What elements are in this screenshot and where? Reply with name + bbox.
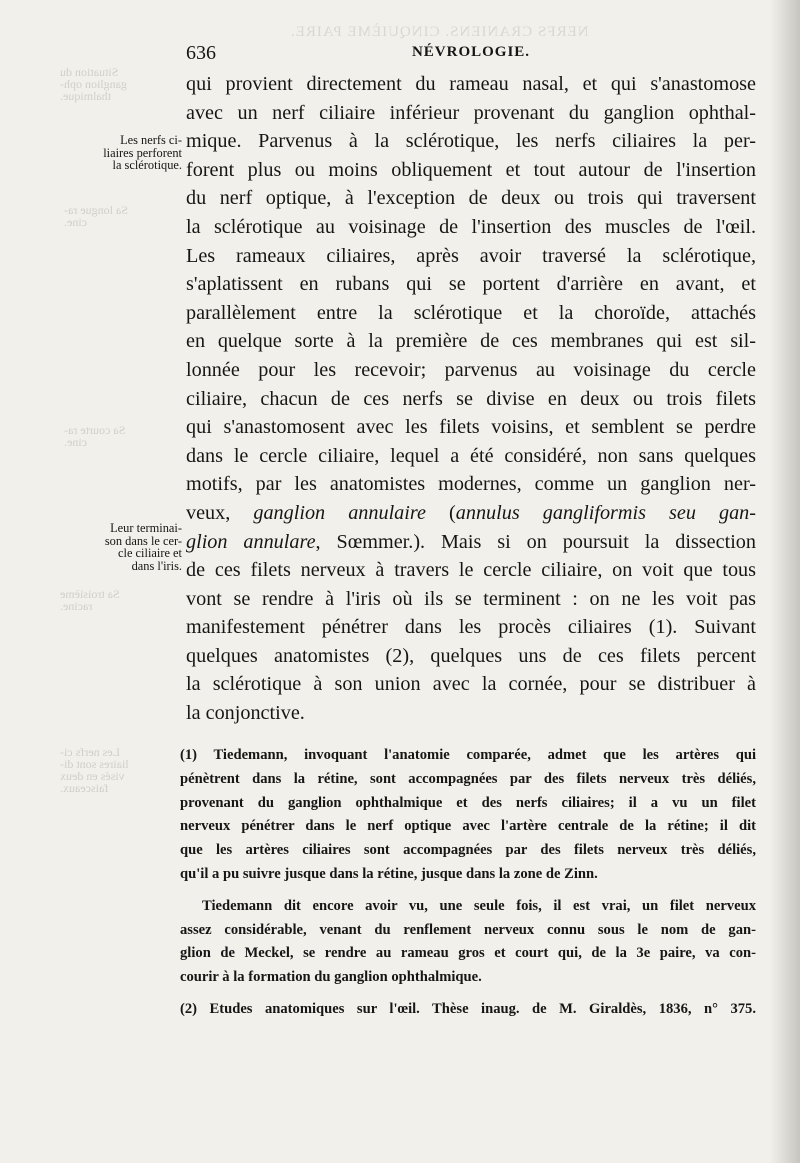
margin-note-line: son dans le cer- [104,533,182,548]
body-line: quelques anatomistes (2), quelques uns de ces filets percent [186,644,756,667]
body-line: ciliaire, chacun de ces nerfs se divise en deux ou trois filets [186,387,756,410]
margin-note-line: liaires perforent [103,145,182,160]
bleed-through-note: Sa troisième racine. [60,587,120,613]
margin-note-line: Les nerfs ci- [120,133,182,147]
footnotes [180,744,756,1022]
margin-note-line: Leur terminai- [110,521,182,535]
body-line: la conjonctive. [186,702,305,725]
body-line: vont se rendre à l'iris où ils se terminent : on ne les voit pas [186,587,756,610]
page-edge-shadow [770,0,800,1163]
margin-note-line: la sclérotique. [112,158,182,173]
text-run: veux, [186,501,254,524]
body-line: qui provient directement du rameau nasal, et qui s'anastomose [186,73,756,95]
italic-term: annulus gangliformis seu gan- [455,501,756,524]
text-run: , Sœmmer.). Mais si on poursuit la dissection [315,530,756,553]
footnote-2: (2) Etudes anatomiques sur l'œil. Thèse inaug. de M. Giraldès, 1836, n° 375. [180,1000,756,1017]
body-line: manifestement pénétrer dans les procès ciliaires (1). Suivant [186,616,756,639]
italic-term: glion annulare [186,530,316,553]
body-line: en quelque sorte à la première de ces membranes qui est sil- [186,330,756,353]
margin-note-iris [58,522,182,572]
italic-term: ganglion annulaire [253,501,426,524]
footnote-1b-line: courir à la formation du ganglion ophthalmique. [180,969,482,986]
body-line: Les rameaux ciliaires, après avoir traversé la sclérotique, [186,244,756,267]
body-line: la sclérotique à son union avec la cornée, pour se distribuer à [186,673,756,696]
bleed-through-note: Situation du ganglion oph- thalmique. [60,65,127,103]
body-line: forent plus ou moins obliquement et tout autour de l'insertion [186,158,756,181]
bleed-through-note: Sa longue ra- cine. [64,203,128,229]
body-line: avec un nerf ciliaire inférieur provenant du ganglion ophthal- [186,101,756,124]
page-header [186,42,756,64]
footnote-1-line: pénètrent dans la rétine, sont accompagnées par des filets nerveux très déliés, [180,770,756,787]
footnote-1b-line: Tiedemann dit encore avoir vu, une seule fois, il est vrai, un filet nerveux [202,897,756,914]
page-number: 636 [186,42,216,64]
body-line-italic-terms [186,528,756,557]
margin-note-line: cle ciliaire et [118,546,182,561]
margin-note-sclerotique [58,134,182,172]
body-line: la sclérotique au voisinage de l'insertion des muscles de l'œil. [186,215,756,238]
body-line: dans le cercle ciliaire, lequel a été considéré, non sans quelques [186,444,756,467]
bleed-through-header: NERFS CRANIENS. CINQUIÈME PAIRE. [290,24,589,40]
body-line: de ces filets nerveux à travers le cercle ciliaire, on voit que tous [186,559,756,582]
bleed-through-note: Sa courte ra- cine. [64,423,126,449]
body-line: mique. Parvenus à la sclérotique, les nerfs ciliaires la per- [186,130,756,153]
footnote-1b-line: assez considérable, venant du renflement nerveux connu sous le nom de gan- [180,921,756,938]
footnote-1-line: qu'il a pu suivre jusque dans la rétine, jusque dans la zone de Zinn. [180,865,598,882]
body-line: du nerf optique, à l'exception de deux ou trois qui traversent [186,187,756,210]
bleed-through-note: Les nerfs ci- liaires sont di- visés en deux faisceaux. [60,745,129,795]
body-text [186,70,756,728]
body-line: motifs, par les anatomistes modernes, comme un ganglion ner- [186,473,756,496]
running-title: NÉVROLOGIE. [411,44,531,60]
footnote-1-line: nerveux pénétrer dans le nerf optique avec l'artère centrale de la rétine; il dit [180,818,756,835]
margin-note-line: dans l'iris. [131,558,182,573]
body-line: lonnée pour les recevoir; parvenus au voisinage du cercle [186,358,756,381]
footnote-1-line: (1) Tiedemann, invoquant l'anatomie comparée, admet que les artères qui [180,747,756,763]
body-line: parallèlement entre la sclérotique et la choroïde, attachés [186,301,756,324]
text-run: ( [425,501,456,524]
body-line: qui s'anastomosent avec les filets voisins, et semblent se perdre [186,416,756,439]
body-line-italic-terms [186,499,756,528]
footnote-1-line: provenant du ganglion ophthalmique et des nerfs ciliaires; il a vu un filet [180,794,756,811]
footnote-1b-line: glion de Meckel, se rendre au rameau gros et court qui, de la 3e paire, va con- [180,945,756,962]
footnote-1-line: que les artères ciliaires sont accompagnées par des filets nerveux très déliés, [180,842,756,859]
body-line: s'aplatissent en rubans qui se portent d'arrière en avant, et [186,273,756,296]
